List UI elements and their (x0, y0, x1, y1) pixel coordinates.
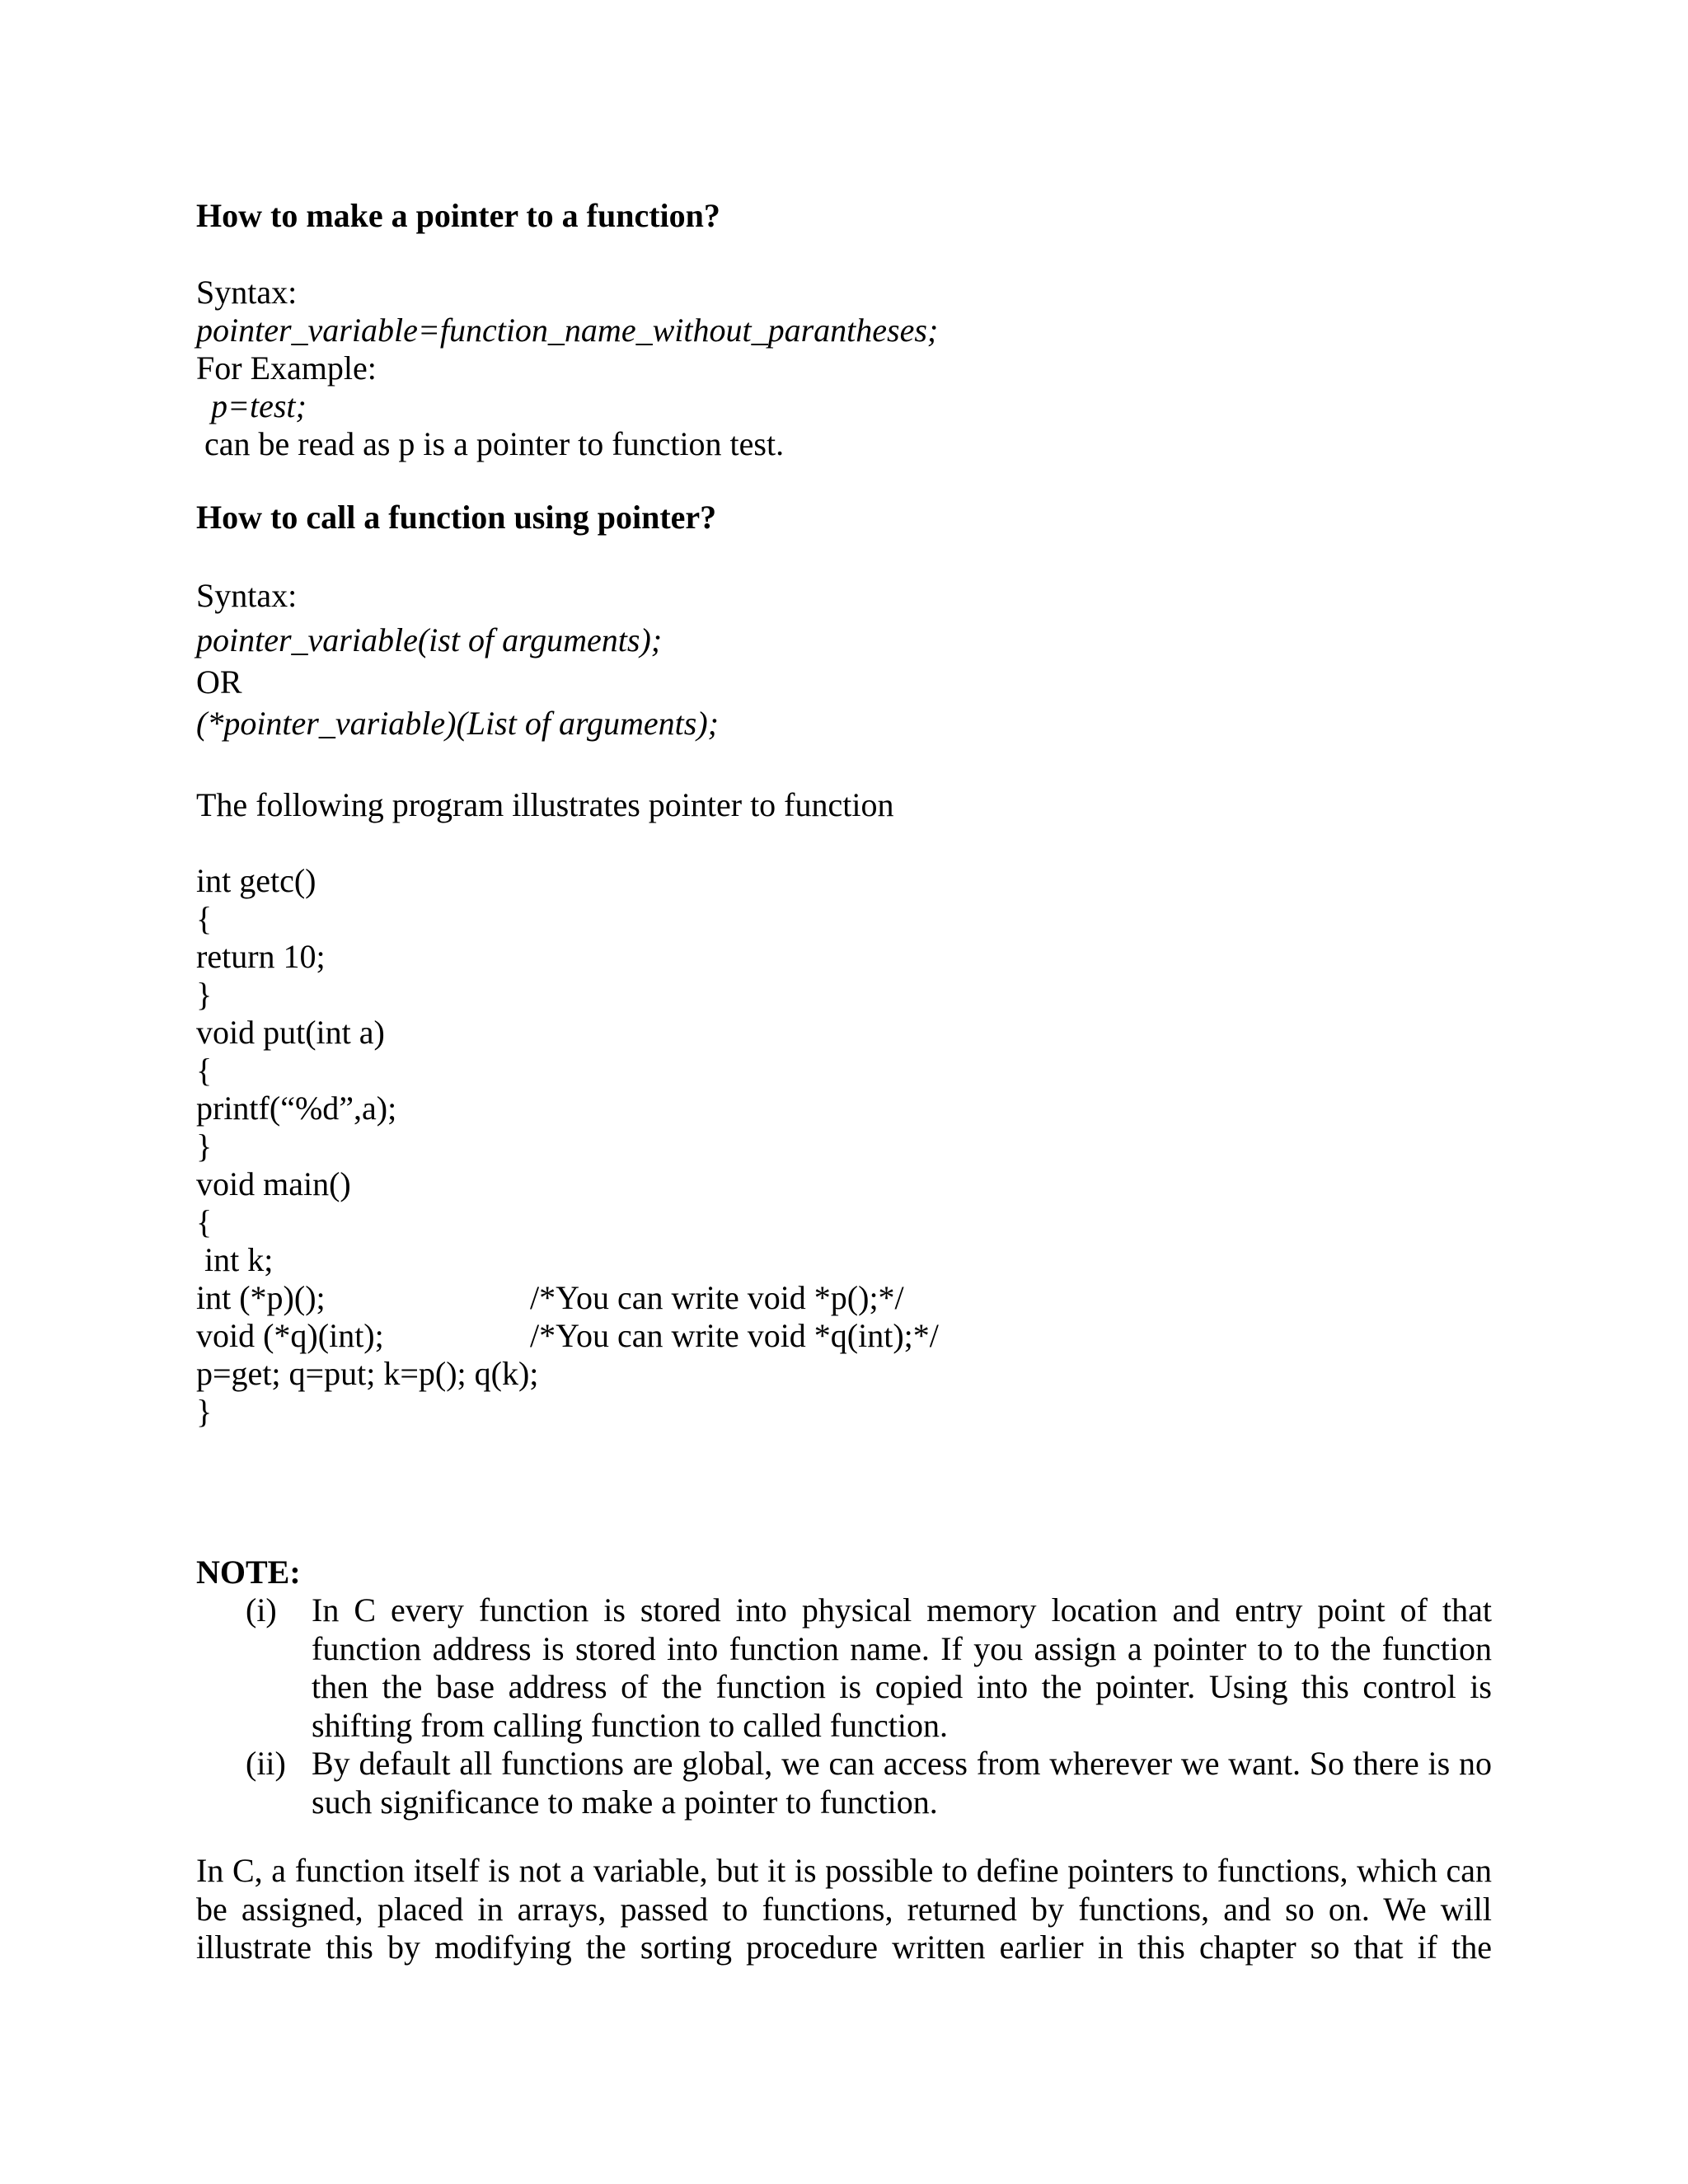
code-line (196, 862, 316, 900)
code-comment: /*You can write void *p();*/ (530, 1279, 904, 1316)
code-text: return 10; (196, 938, 326, 975)
note-list (246, 1591, 1492, 1821)
code-text: } (196, 976, 213, 1013)
code-text: p=get; q=put; k=p(); q(k); (196, 1355, 539, 1392)
code-text: int getc() (196, 862, 316, 899)
note-text: In C every function is stored into physical memory location and entry point of that function address is stored into function name. If you assign a pointer to to the function then the base address of the function is copied into the pointer. Using this control is shifting from calling function to called function. (312, 1591, 1492, 1744)
note-item (246, 1591, 1492, 1745)
code-text: printf(“%d”,a); (196, 1090, 397, 1127)
code-line (196, 1090, 396, 1127)
closing-paragraph: In C, a function itself is not a variable, but it is possible to define pointers to functions, which can be assigned, placed in arrays, passed to functions, returned by functions, and so on. We will illustrate this by modifying the sorting procedure written earlier in this chapter so that if the (196, 1852, 1492, 1966)
note-item (246, 1745, 1492, 1821)
code-text: { (196, 900, 213, 937)
code-line (196, 976, 212, 1014)
code-text: { (196, 1052, 213, 1089)
example-code: p=test; (211, 387, 307, 424)
code-line (196, 1355, 538, 1393)
code-line (196, 1279, 904, 1317)
syntax-assign: pointer_variable=function_name_without_parantheses; (196, 312, 939, 349)
note-text: By default all functions are global, we can access from wherever we want. So there is no such significance to make a pointer to function. (312, 1745, 1492, 1821)
code-text: void put(int a) (196, 1014, 385, 1051)
syntax-call-form1: pointer_variable(ist of arguments); (196, 621, 663, 658)
code-text: int (*p)(); (196, 1279, 326, 1316)
code-comment: /*You can write void *q(int);*/ (530, 1317, 939, 1354)
code-line (196, 1014, 385, 1052)
code-text: int k; (196, 1241, 274, 1278)
heading-call-function-pointer: How to call a function using pointer? (196, 499, 717, 536)
code-line (196, 1165, 351, 1203)
code-line (196, 938, 326, 976)
syntax-call-form2: (*pointer_variable)(List of arguments); (196, 705, 720, 742)
code-text: { (196, 1203, 213, 1240)
code-line (196, 1393, 212, 1431)
note-marker: (i) (246, 1591, 277, 1629)
or-label: OR (196, 663, 242, 701)
example-explanation: can be read as p is a pointer to function test. (204, 425, 785, 462)
note-heading: NOTE: (196, 1554, 301, 1591)
code-line (196, 1203, 212, 1241)
code-line (196, 900, 212, 938)
syntax-label-2: Syntax: (196, 577, 298, 614)
code-text: void (*q)(int); (196, 1317, 384, 1354)
code-text: } (196, 1393, 213, 1430)
code-line (196, 1317, 939, 1355)
heading-pointer-to-function: How to make a pointer to a function? (196, 197, 720, 234)
code-line (196, 1052, 212, 1090)
example-label: For Example: (196, 349, 377, 387)
code-line (196, 1127, 212, 1165)
code-text: void main() (196, 1165, 351, 1202)
program-intro: The following program illustrates pointer to function (196, 786, 894, 823)
code-text: } (196, 1127, 213, 1165)
note-marker: (ii) (246, 1745, 286, 1782)
code-line (196, 1241, 273, 1279)
document-page (196, 0, 1492, 2184)
syntax-label: Syntax: (196, 274, 298, 311)
